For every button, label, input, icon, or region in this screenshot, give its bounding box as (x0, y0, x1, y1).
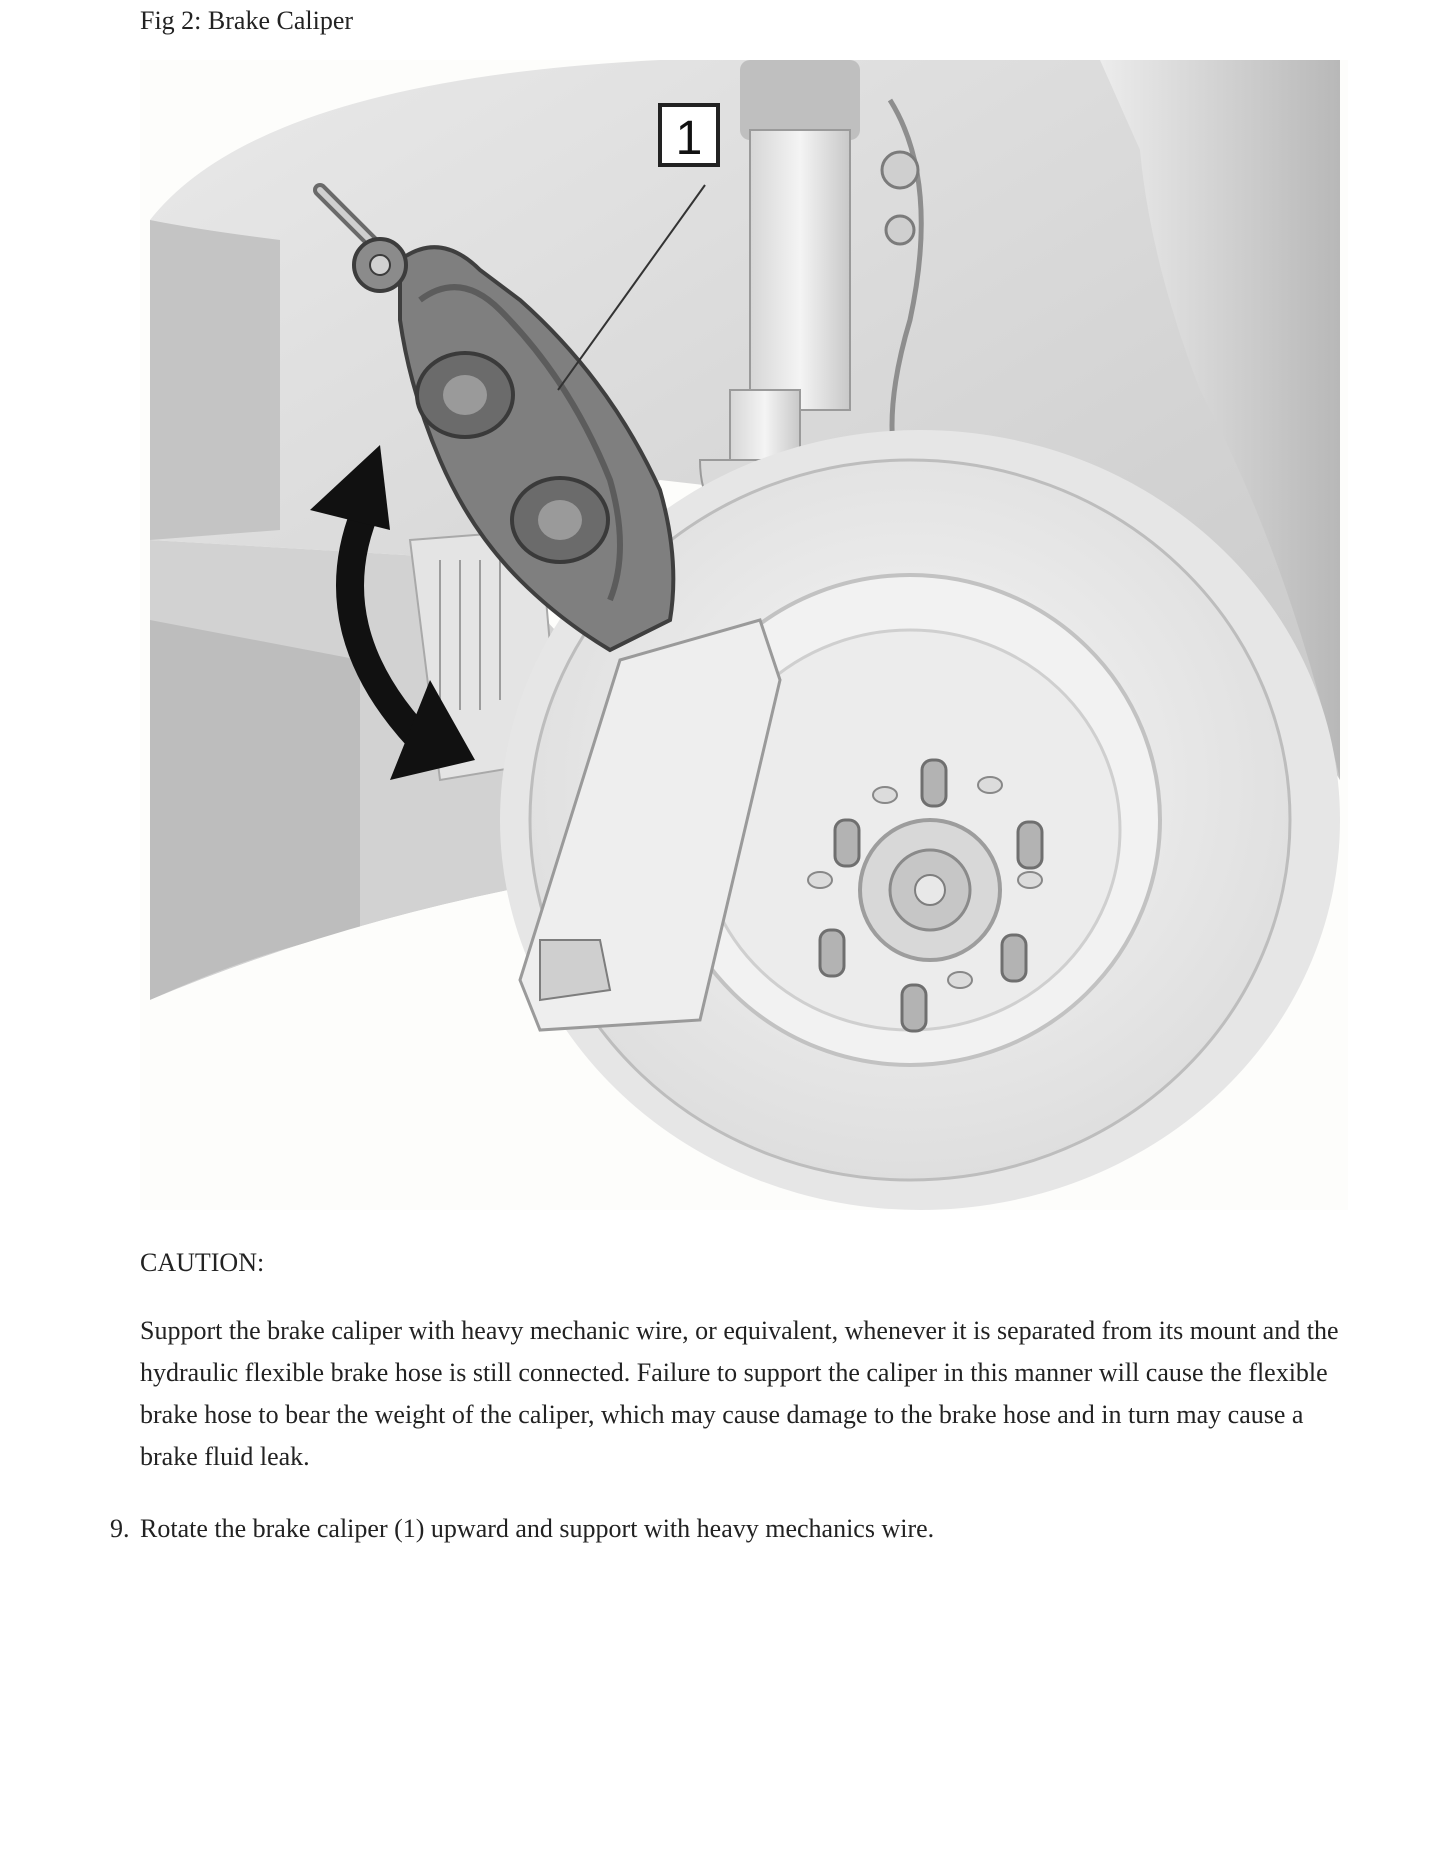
step-number: 9. (110, 1514, 130, 1543)
step-text: Rotate the brake caliper (1) upward and support with heavy mechanics wire. (140, 1514, 935, 1543)
callout-label: 1 (675, 112, 703, 165)
caution-text: Support the brake caliper with heavy mechanic wire, or equivalent, whenever it is separated from its mount and the hydraulic flexible brake hose is still connected. Failure to support the caliper in this manner will cause the flexible brake hose to bear the weight of the caliper, which may cause damage to the brake hose and in turn may cause a brake fluid leak. (140, 1316, 1339, 1471)
step-item (110, 1512, 1360, 1546)
caution-heading: CAUTION: (140, 1248, 265, 1277)
figure-caption: Fig 2: Brake Caliper (140, 6, 354, 35)
brake-caliper-illustration (140, 60, 1348, 1210)
